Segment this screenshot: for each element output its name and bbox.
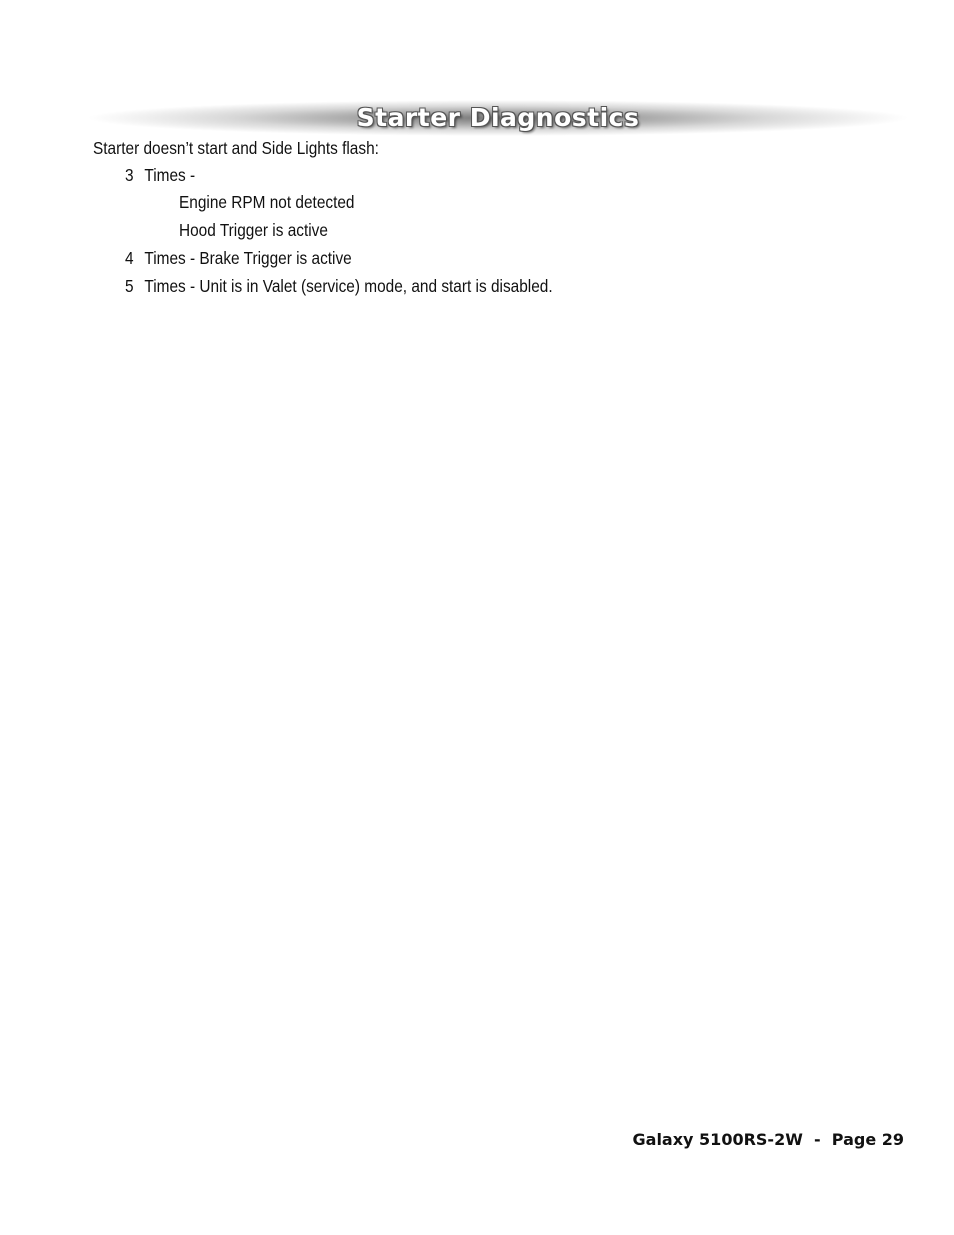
section-title-bar [88,100,908,136]
list-item [125,165,195,185]
intro-text: Starter doesn’t start and Side Lights flash: [93,138,379,158]
list-item-text: Times - Unit is in Valet (service) mode, and start is disabled. [144,276,553,296]
section-title: Starter Diagnostics [356,103,640,132]
list-item-text: Times - [144,165,196,185]
sub-list-item: Hood Trigger is active [179,220,328,240]
list-item [125,248,352,268]
list-item-number: 5 [125,276,134,296]
sub-list-item: Engine RPM not detected [179,192,355,212]
list-item [125,276,553,296]
list-item-number: 4 [125,248,134,268]
page-footer: Galaxy 5100RS-2W - Page 29 [632,1130,904,1149]
list-item-text: Times - Brake Trigger is active [144,248,352,268]
list-item-number: 3 [125,165,134,185]
